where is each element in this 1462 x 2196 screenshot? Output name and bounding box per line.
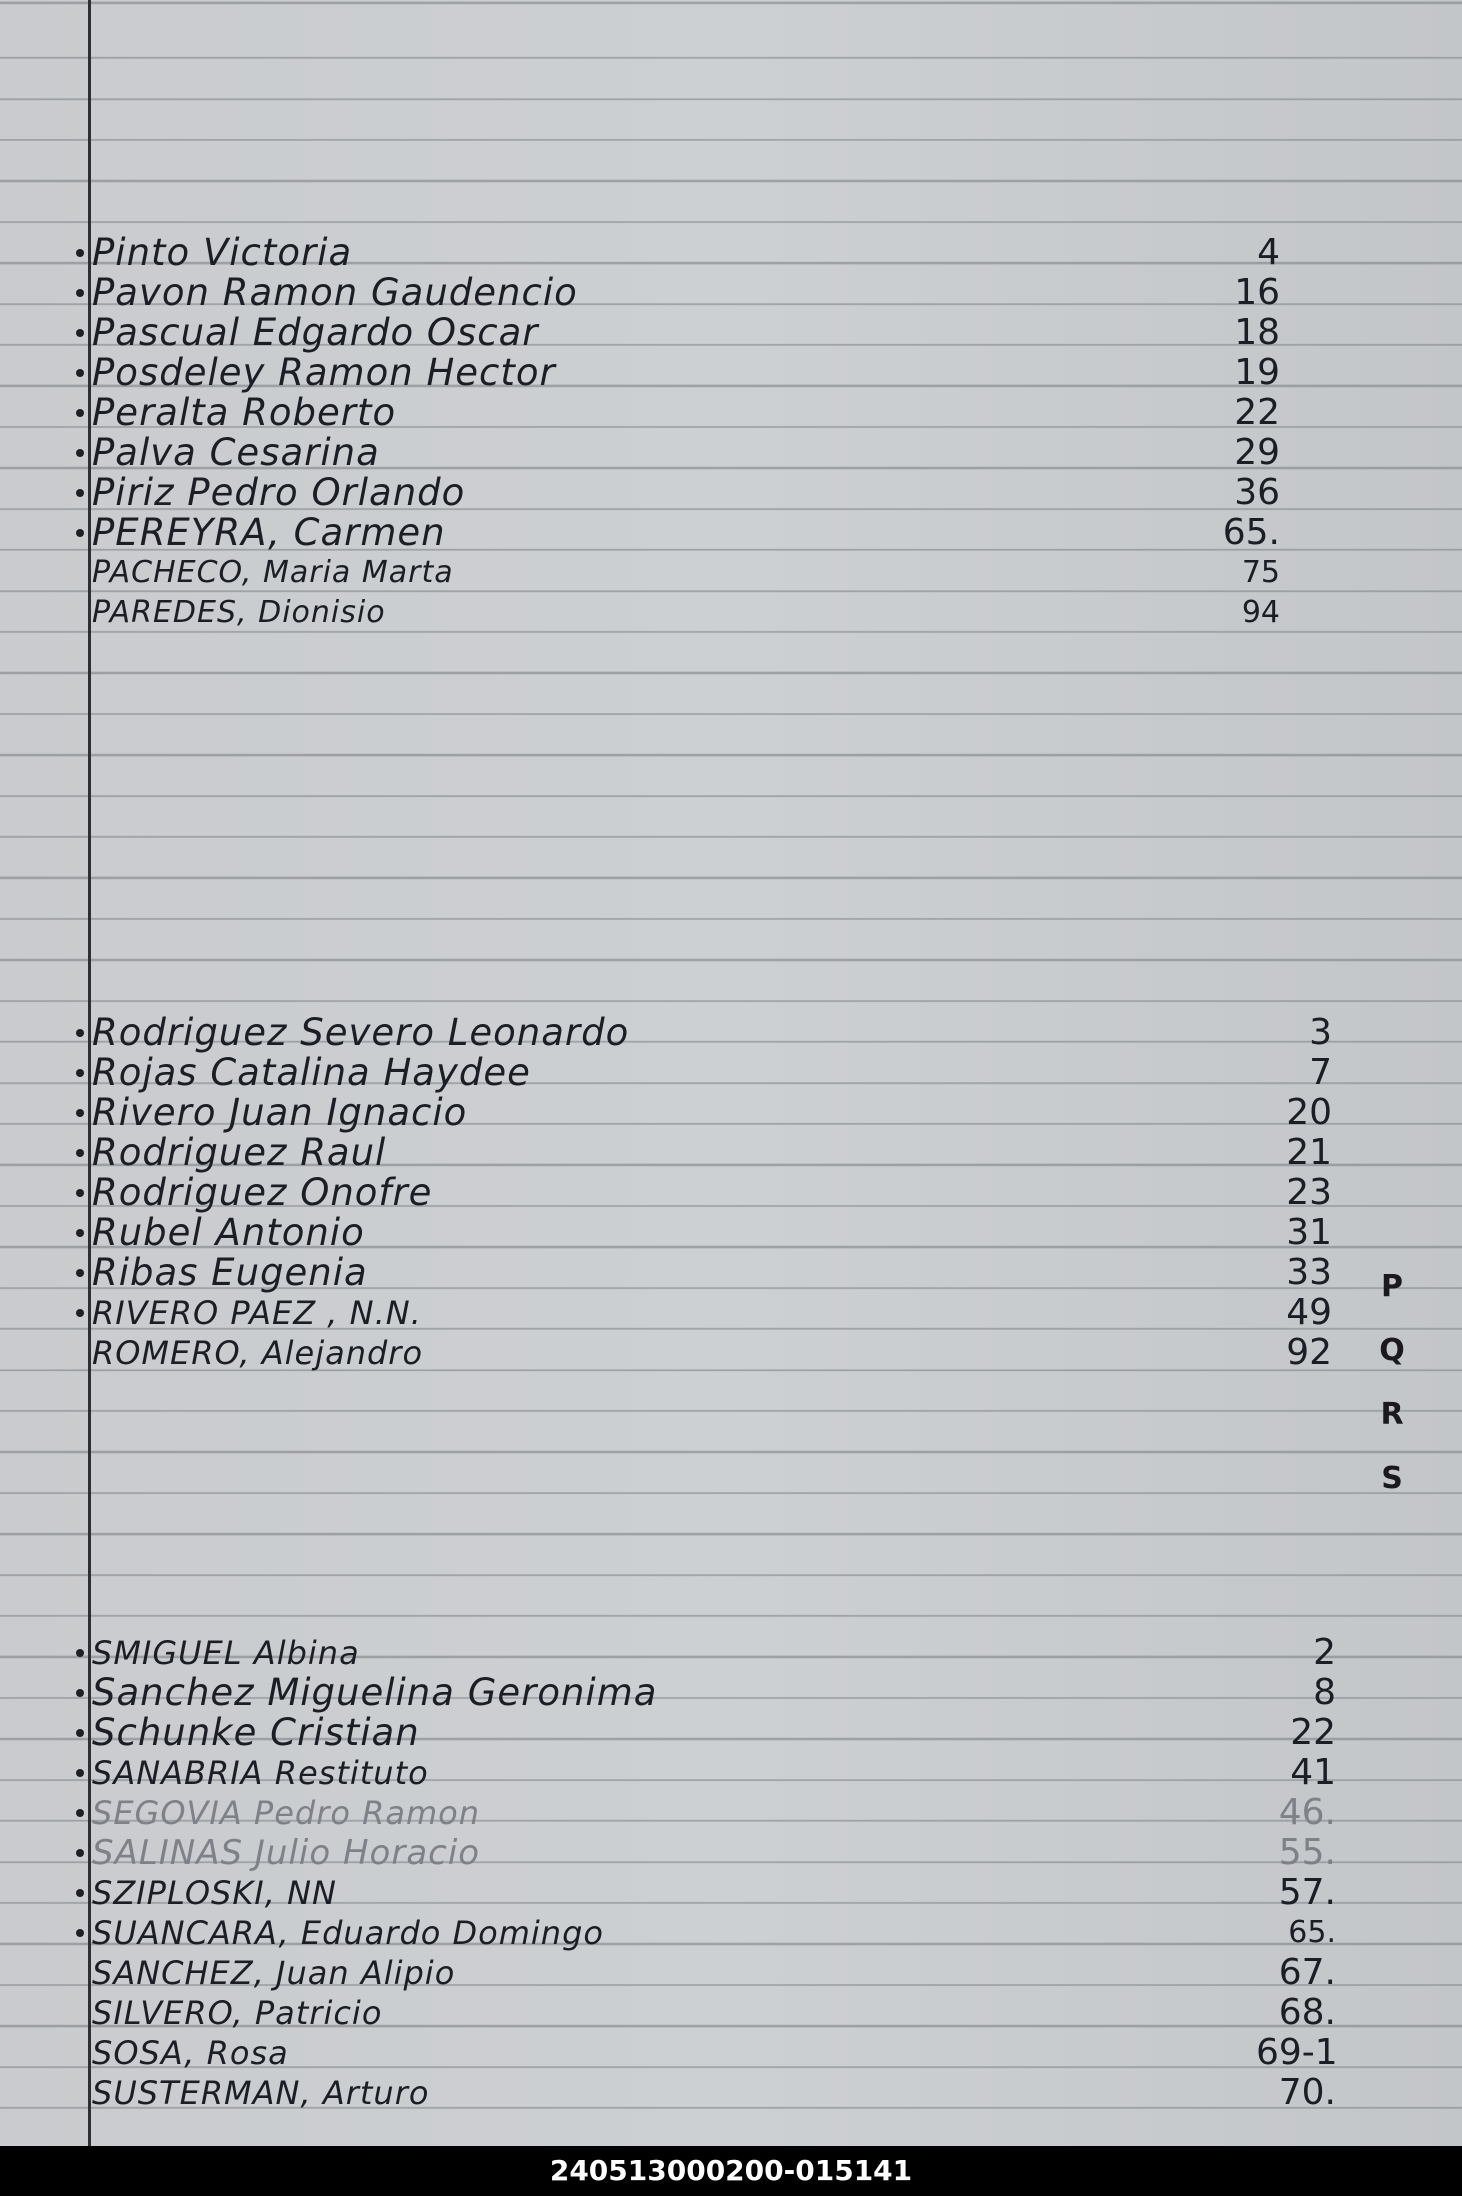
- entry-number: 36: [1234, 472, 1280, 513]
- list-item: [0, 1051, 1462, 1094]
- entry-name: Posdeley Ramon Hector: [92, 351, 556, 394]
- entry-number: 20: [1286, 1092, 1332, 1133]
- entry-name: Rojas Catalina Haydee: [92, 1051, 531, 1094]
- list-item: [0, 1711, 1462, 1754]
- entry-number: 67.: [1278, 1952, 1336, 1993]
- list-item: [0, 471, 1462, 514]
- entry-name: Rodriguez Raul: [92, 1131, 387, 1174]
- bullet: [76, 1689, 84, 1697]
- bullet: [76, 1029, 84, 1037]
- list-item: [0, 311, 1462, 354]
- bullet: [76, 1109, 84, 1117]
- bullet: [76, 1229, 84, 1237]
- entry-name: Pascual Edgardo Oscar: [92, 311, 539, 354]
- entry-name: SMIGUEL Albina: [92, 1634, 360, 1672]
- list-item: [0, 351, 1462, 394]
- entry-number: 21: [1286, 1132, 1332, 1173]
- entry-name: Rubel Antonio: [92, 1211, 365, 1254]
- entry-name: Peralta Roberto: [92, 391, 397, 434]
- entry-name: SILVERO, Patricio: [92, 1994, 383, 2032]
- bullet: [76, 1769, 84, 1777]
- list-item: [0, 1953, 1462, 1991]
- bullet: [76, 329, 84, 337]
- list-item: [0, 1833, 1462, 1871]
- entry-number: 68.: [1278, 1992, 1336, 2033]
- entry-number: 46.: [1278, 1792, 1336, 1833]
- list-item: [0, 1293, 1462, 1331]
- footer-bar: [0, 2146, 1462, 2196]
- bullet: [76, 1929, 84, 1937]
- entry-number: 65.: [1288, 1915, 1336, 1950]
- list-item: [0, 1753, 1462, 1791]
- entry-number: 70.: [1278, 2072, 1336, 2113]
- entry-name: SALINAS Julio Horacio: [92, 1833, 481, 1873]
- entry-name: Palva Cesarina: [92, 431, 380, 474]
- bullet: [76, 1889, 84, 1897]
- entry-name: SOSA, Rosa: [92, 2034, 289, 2072]
- bullet: [76, 1149, 84, 1157]
- entry-number: 18: [1234, 312, 1280, 353]
- entry-name: ROMERO, Alejandro: [92, 1334, 424, 1372]
- entry-name: PACHECO, Maria Marta: [92, 555, 454, 590]
- list-item: [0, 1913, 1462, 1951]
- entry-number: 2: [1313, 1632, 1336, 1673]
- entry-name: Piriz Pedro Orlando: [92, 471, 466, 514]
- bullet: [76, 1069, 84, 1077]
- entry-name: SUANCARA, Eduardo Domingo: [92, 1914, 604, 1952]
- list-item: [0, 1873, 1462, 1911]
- entry-name: Pavon Ramon Gaudencio: [92, 271, 578, 314]
- entry-number: 22: [1234, 392, 1280, 433]
- entry-number: 22: [1290, 1712, 1336, 1753]
- entry-name: Ribas Eugenia: [92, 1251, 368, 1294]
- list-item: [0, 2033, 1462, 2071]
- index-letters: [1370, 1255, 1414, 1511]
- list-item: [0, 1011, 1462, 1054]
- list-item: [0, 1993, 1462, 2031]
- bullet: [76, 1309, 84, 1317]
- list-item: [0, 511, 1462, 554]
- bullet: [76, 1269, 84, 1277]
- entry-name: SEGOVIA Pedro Ramon: [92, 1794, 480, 1832]
- entry-name: Sanchez Miguelina Geronima: [92, 1671, 658, 1714]
- bullet: [76, 409, 84, 417]
- index-letter-p: P: [1381, 1269, 1403, 1304]
- bullet: [76, 1849, 84, 1857]
- bullet: [76, 1649, 84, 1657]
- list-item: [0, 231, 1462, 274]
- list-item: [0, 1091, 1462, 1134]
- entry-number: 23: [1286, 1172, 1332, 1213]
- entry-name: SANABRIA Restituto: [92, 1754, 429, 1792]
- entry-number: 41: [1290, 1752, 1336, 1793]
- entry-number: 16: [1234, 272, 1280, 313]
- list-item: [0, 1171, 1462, 1214]
- list-item: [0, 1633, 1462, 1671]
- entry-number: 55.: [1278, 1832, 1336, 1873]
- entry-number: 7: [1309, 1052, 1332, 1093]
- entry-number: 19: [1234, 352, 1280, 393]
- bullet: [76, 369, 84, 377]
- bullet: [76, 1809, 84, 1817]
- bullet: [76, 1729, 84, 1737]
- entry-number: 57.: [1278, 1872, 1336, 1913]
- entry-number: 4: [1257, 232, 1280, 273]
- entry-number: 31: [1286, 1212, 1332, 1253]
- entry-name: PAREDES, Dionisio: [92, 595, 386, 630]
- entry-number: 3: [1309, 1012, 1332, 1053]
- entry-name: SUSTERMAN, Arturo: [92, 2074, 430, 2112]
- index-letter-q: Q: [1379, 1333, 1405, 1368]
- document-id: 240513000200-015141: [549, 2154, 913, 2187]
- entry-name: PEREYRA, Carmen: [92, 511, 446, 554]
- list-item: [0, 1251, 1462, 1294]
- entry-number: 94: [1241, 595, 1280, 630]
- entry-name: Schunke Cristian: [92, 1711, 420, 1754]
- bullet: [76, 529, 84, 537]
- entry-name: RIVERO PAEZ , N.N.: [92, 1294, 422, 1332]
- list-item: [0, 1671, 1462, 1714]
- entry-number: 65.: [1222, 512, 1280, 553]
- entry-name: Pinto Victoria: [92, 231, 353, 274]
- entry-name: SANCHEZ, Juan Alipio: [92, 1954, 456, 1992]
- list-item: [0, 1211, 1462, 1254]
- list-item: [0, 1793, 1462, 1831]
- list-item: [0, 271, 1462, 314]
- bullet: [76, 289, 84, 297]
- list-item: [0, 553, 1462, 591]
- entry-name: SZIPLOSKI, NN: [92, 1874, 337, 1912]
- list-item: [0, 431, 1462, 474]
- bullet: [76, 489, 84, 497]
- entry-name: Rodriguez Onofre: [92, 1171, 433, 1214]
- bullet: [76, 1189, 84, 1197]
- index-letter-r: R: [1380, 1397, 1404, 1432]
- list-item: [0, 2073, 1462, 2111]
- entry-number: 29: [1234, 432, 1280, 473]
- entry-number: 8: [1313, 1672, 1336, 1713]
- list-item: [0, 391, 1462, 434]
- list-item: [0, 1131, 1462, 1174]
- entry-number: 69-1: [1256, 2032, 1338, 2073]
- list-item: [0, 593, 1462, 631]
- index-letter-s: S: [1381, 1461, 1403, 1496]
- entry-number: 49: [1286, 1292, 1332, 1333]
- bullet: [76, 449, 84, 457]
- list-item: [0, 1333, 1462, 1371]
- entry-number: 92: [1286, 1332, 1332, 1373]
- entry-number: 33: [1286, 1252, 1332, 1293]
- entry-name: Rivero Juan Ignacio: [92, 1091, 468, 1134]
- bullet: [76, 249, 84, 257]
- entry-name: Rodriguez Severo Leonardo: [92, 1011, 630, 1054]
- entry-number: 75: [1241, 555, 1280, 590]
